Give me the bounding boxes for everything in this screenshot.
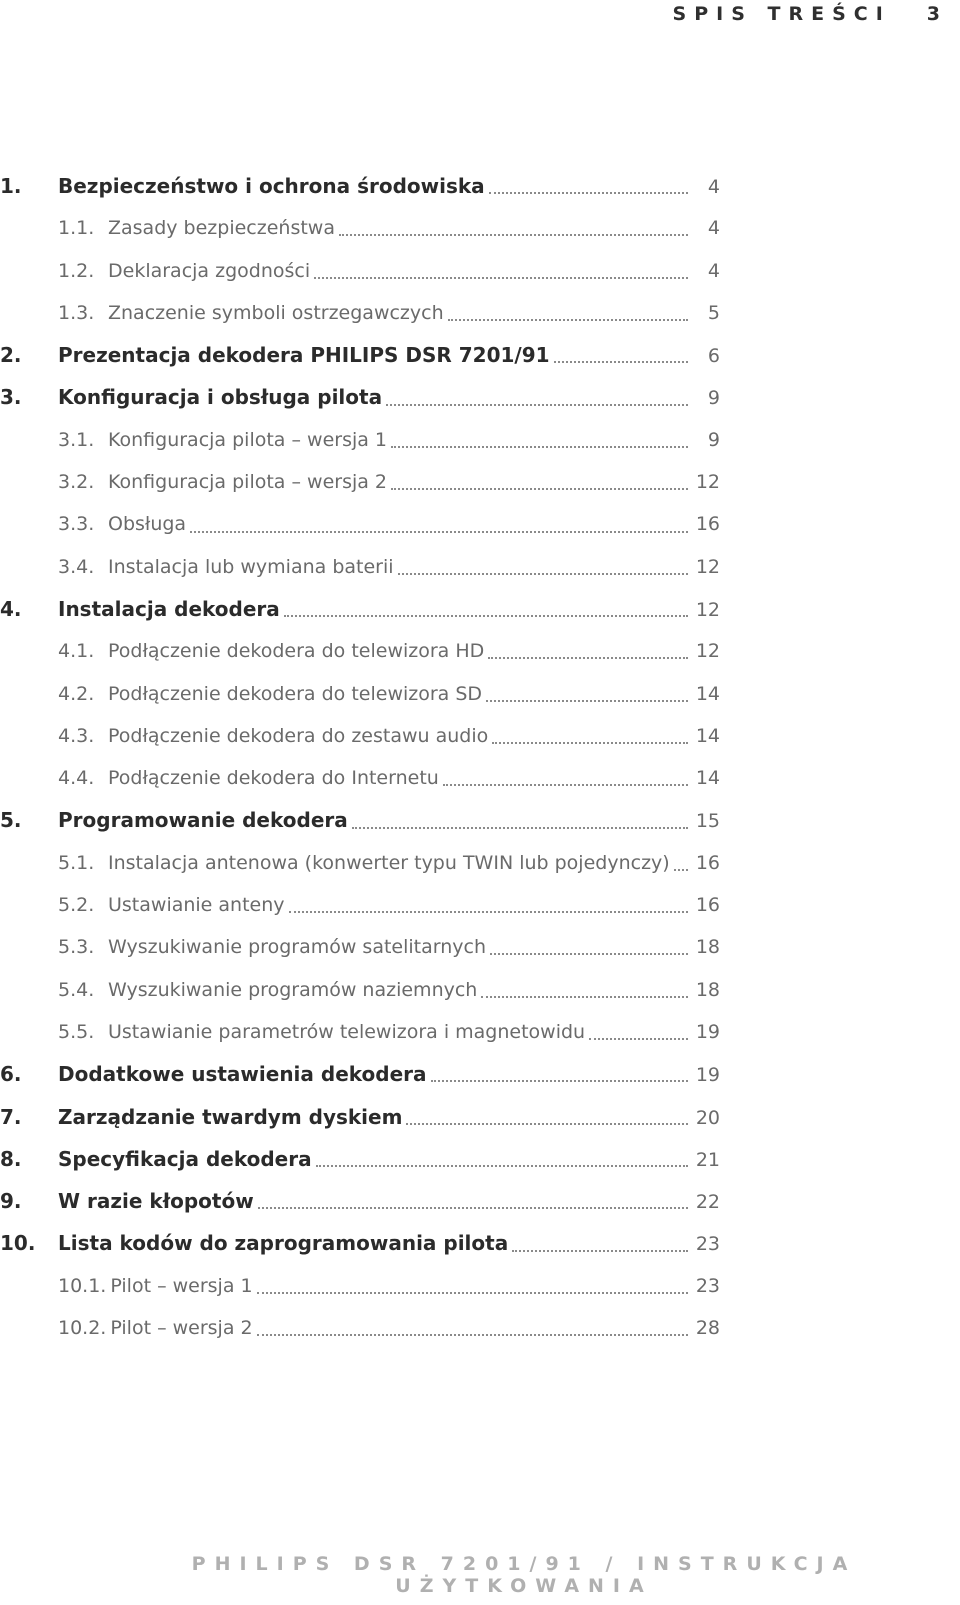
toc-entry[interactable] [0, 461, 720, 503]
toc-entry-label: Zarządzanie twardym dyskiem [58, 1104, 403, 1129]
toc-entry-number: 1. [0, 174, 22, 198]
dot-leader [406, 1123, 688, 1125]
toc-entry[interactable] [0, 588, 720, 630]
toc-entry-label: Konfiguracja pilota – wersja 2 [108, 471, 388, 494]
toc-entry-number: 9. [0, 1189, 22, 1214]
toc-entry-number: 5.2. [58, 894, 95, 917]
toc-entry-number: 4.2. [58, 682, 95, 705]
toc-entry-number: 5.1. [58, 851, 95, 874]
toc-entry-number: 7. [0, 1104, 22, 1129]
toc-entry[interactable] [0, 1180, 720, 1222]
toc-entry-label: Obsługa [108, 513, 187, 536]
toc-entry[interactable] [0, 250, 720, 292]
toc-entry-page: 12 [695, 640, 720, 663]
dot-leader [488, 657, 688, 659]
toc-entry[interactable] [0, 715, 720, 757]
toc-entry-page: 4 [707, 176, 720, 198]
toc-entry-label: Konfiguracja i obsługa pilota [58, 385, 383, 410]
toc-entry-label: Ustawianie anteny [108, 894, 285, 917]
dot-leader [314, 277, 688, 279]
toc-entry-label: Bezpieczeństwo i ochrona środowiska [58, 174, 485, 198]
toc-entry-label: Konfiguracja pilota – wersja 1 [108, 428, 388, 451]
toc-entry-page: 28 [695, 1317, 720, 1340]
toc-entry-page: 14 [695, 682, 720, 705]
toc-entry[interactable] [0, 673, 720, 715]
dot-leader [316, 1165, 688, 1167]
toc-entry-number: 2. [0, 343, 22, 368]
toc-entry[interactable] [0, 1096, 720, 1138]
toc-entry-page: 14 [695, 724, 720, 747]
toc-entry-number: 6. [0, 1062, 22, 1087]
toc-entry-label: Specyfikacja dekodera [58, 1146, 312, 1171]
toc-entry-label: Ustawianie parametrów telewizora i magnetowidu [108, 1020, 586, 1043]
toc-entry-number: 3.1. [58, 428, 95, 451]
toc-entry-label: Instalacja dekodera [58, 596, 280, 621]
toc-entry[interactable] [0, 1011, 720, 1053]
dot-leader [674, 869, 688, 871]
toc-entry-page: 21 [695, 1148, 720, 1171]
toc-entry[interactable] [0, 842, 720, 884]
toc-entry-number: 3.3. [58, 513, 95, 536]
dot-leader [391, 488, 688, 490]
dot-leader [489, 192, 688, 194]
dot-leader [258, 1207, 688, 1209]
toc-entry[interactable] [0, 926, 720, 968]
dot-leader [352, 827, 688, 829]
dot-leader [589, 1038, 688, 1040]
toc-entry-label: Podłączenie dekodera do telewizora SD [108, 682, 483, 705]
toc-entry-label: Instalacja antenowa (konwerter typu TWIN lub pojedynczy) [108, 851, 670, 874]
toc-entry-number: 5. [0, 808, 22, 833]
toc-entry-label: Podłączenie dekodera do zestawu audio [108, 724, 489, 747]
toc-entry-page: 9 [707, 387, 720, 410]
toc-entry-number: 10.1. [58, 1274, 107, 1297]
toc-entry-number: 3. [0, 385, 22, 410]
toc-entry-number: 4.3. [58, 724, 95, 747]
dot-leader [448, 319, 688, 321]
page-footer: PHILIPS DSR 7201/91 / INSTRUKCJA UŻYTKOWANIA [191, 1553, 857, 1597]
toc-entry-label: Podłączenie dekodera do telewizora HD [108, 640, 485, 663]
dot-leader [339, 234, 688, 236]
toc-entry-number: 10. [0, 1231, 36, 1256]
toc-entry-label: Instalacja lub wymiana baterii [108, 555, 394, 578]
toc-entry-number: 3.4. [58, 555, 95, 578]
toc-entry-number: 5.3. [58, 936, 95, 959]
toc-entry-number: 4. [0, 596, 22, 621]
dot-leader [257, 1334, 688, 1336]
dot-leader [443, 784, 688, 786]
toc-entry-label: Wyszukiwanie programów naziemnych [108, 978, 478, 1001]
toc-entry[interactable] [0, 292, 720, 334]
toc-entry[interactable] [0, 1265, 720, 1307]
toc-entry[interactable] [0, 165, 720, 207]
toc-entry[interactable] [0, 419, 720, 461]
toc-entry-number: 10.2. [58, 1317, 107, 1340]
toc-entry-number: 5.5. [58, 1020, 95, 1043]
toc-entry-page: 18 [695, 978, 720, 1001]
toc-entry-label: Podłączenie dekodera do Internetu [108, 767, 439, 790]
toc-entry-page: 23 [695, 1274, 720, 1297]
toc-entry-number: 1.3. [58, 301, 95, 324]
dot-leader [492, 742, 688, 744]
toc-entry-page: 19 [695, 1020, 720, 1043]
toc-entry[interactable] [0, 884, 720, 926]
toc-entry-page: 12 [695, 471, 720, 494]
toc-entry-page: 16 [695, 513, 720, 536]
toc-entry-label: W razie kłopotów [58, 1189, 254, 1214]
toc-entry-page: 6 [707, 345, 720, 368]
toc-entry-label: Lista kodów do zaprogramowania pilota [58, 1231, 509, 1256]
dot-leader [398, 573, 688, 575]
toc-entry-page: 16 [695, 894, 720, 917]
section-title: SPIS TREŚCI [672, 3, 891, 25]
toc-entry-page: 9 [707, 428, 720, 451]
dot-leader [190, 531, 688, 533]
toc-entry[interactable] [0, 334, 720, 376]
toc-entry-page: 4 [707, 259, 720, 282]
toc-entry-label: Prezentacja dekodera PHILIPS DSR 7201/91 [58, 343, 550, 368]
toc-entry[interactable] [0, 799, 720, 841]
dot-leader [486, 700, 688, 702]
toc-entry[interactable] [0, 1053, 720, 1095]
dot-leader [386, 404, 688, 406]
toc-entry-number: 1.1. [58, 217, 95, 240]
toc-entry[interactable] [0, 546, 720, 588]
toc-entry-page: 5 [707, 301, 720, 324]
toc-entry-number: 4.4. [58, 767, 95, 790]
page-header [673, 0, 940, 28]
dot-leader [554, 361, 688, 363]
toc-entry-page: 20 [695, 1106, 720, 1129]
toc-entry-label: Programowanie dekodera [58, 808, 348, 833]
toc-entry[interactable] [0, 207, 720, 249]
toc-entry-label: Znaczenie symboli ostrzegawczych [108, 301, 444, 324]
toc-entry-page: 18 [695, 936, 720, 959]
toc-entry[interactable] [0, 503, 720, 545]
toc-entry-page: 12 [695, 555, 720, 578]
dot-leader [490, 953, 688, 955]
toc-entry-page: 15 [695, 810, 720, 833]
toc-entry[interactable] [0, 1222, 720, 1264]
toc-entry[interactable] [0, 969, 720, 1011]
toc-entry-page: 16 [695, 851, 720, 874]
toc-entry-page: 12 [695, 598, 720, 621]
page-number: 3 [926, 3, 940, 25]
dot-leader [431, 1080, 689, 1082]
toc-entry-label: Zasady bezpieczeństwa [108, 217, 335, 240]
toc-entry-page: 23 [695, 1233, 720, 1256]
toc-entry-number: 5.4. [58, 978, 95, 1001]
toc-entry-number: 8. [0, 1146, 22, 1171]
dot-leader [391, 446, 688, 448]
toc-entry-number: 4.1. [58, 640, 95, 663]
dot-leader [284, 615, 688, 617]
toc-entry-label: Pilot – wersja 1 [110, 1274, 253, 1297]
dot-leader [512, 1250, 688, 1252]
toc-entry-label: Deklaracja zgodności [108, 259, 311, 282]
toc-entry-number: 3.2. [58, 471, 95, 494]
toc-entry[interactable] [0, 630, 720, 672]
toc-entry-page: 14 [695, 767, 720, 790]
table-of-contents [0, 165, 720, 1349]
dot-leader [289, 911, 688, 913]
toc-entry-number: 1.2. [58, 259, 95, 282]
dot-leader [481, 996, 688, 998]
toc-entry-page: 19 [695, 1064, 720, 1087]
toc-entry[interactable] [0, 1307, 720, 1349]
dot-leader [257, 1292, 688, 1294]
toc-entry[interactable] [0, 376, 720, 418]
toc-entry[interactable] [0, 757, 720, 799]
toc-entry-label: Pilot – wersja 2 [110, 1317, 253, 1340]
toc-entry-label: Wyszukiwanie programów satelitarnych [108, 936, 487, 959]
toc-entry-page: 22 [695, 1191, 720, 1214]
toc-entry-label: Dodatkowe ustawienia dekodera [58, 1062, 427, 1087]
toc-entry-page: 4 [707, 217, 720, 240]
toc-entry[interactable] [0, 1138, 720, 1180]
